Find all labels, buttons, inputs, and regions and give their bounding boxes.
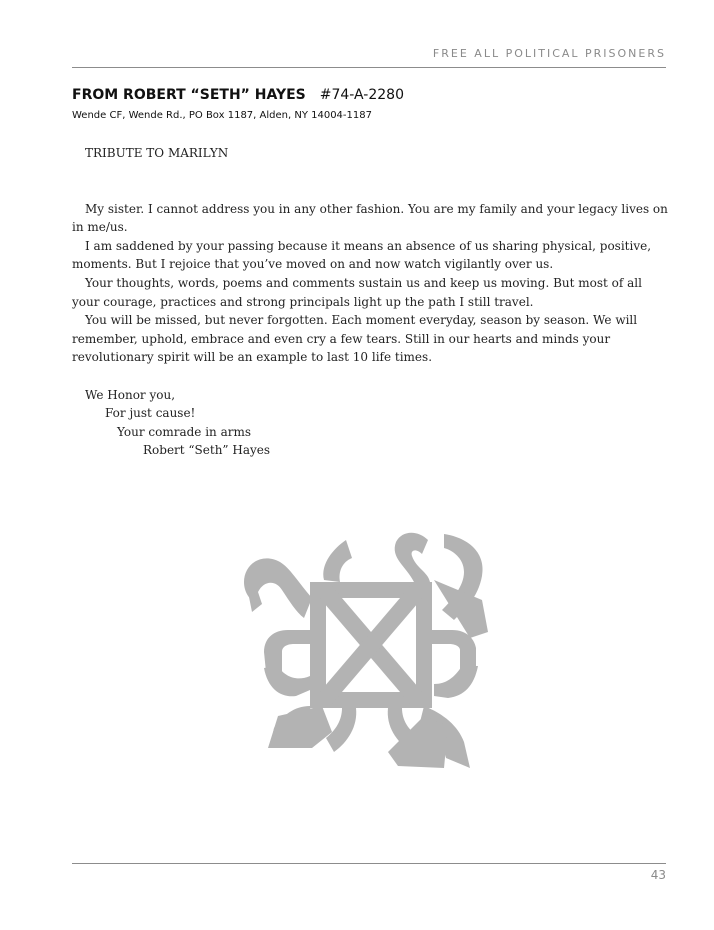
paragraph: You will be missed, but never forgotten. Each moment everyday, season by season. We will remember, uphold, embrace and even cry a few tears. Still in our hearts and minds your revolutionary spirit will be an example to last 10 life times. bbox=[72, 313, 638, 365]
page-number: 43 bbox=[650, 868, 666, 882]
paragraph: I am saddened by your passing because it means an absence of us sharing physical, positive, moments. But I rejoice that you’ve moved on and now watch vigilantly over us. bbox=[72, 238, 652, 272]
running-head: FREE ALL POLITICAL PRISONERS bbox=[432, 47, 666, 60]
paragraph: Your thoughts, words, poems and comments sustain us and keep us moving. But most of all your courage, practices and strong principals light up the path I still travel. bbox=[72, 275, 642, 309]
inmate-number: #74-A-2280 bbox=[319, 87, 404, 103]
paragraph: My sister. I cannot address you in any other fashion. You are my family and your legacy lives on in me/us. bbox=[72, 201, 668, 235]
author-line bbox=[72, 87, 404, 103]
paragraph-gap bbox=[72, 367, 668, 386]
signoff-line: For just cause! bbox=[105, 406, 196, 421]
header-rule bbox=[72, 67, 666, 68]
signoff-line: Your comrade in arms bbox=[117, 424, 252, 439]
author-name: FROM ROBERT “SETH” HAYES bbox=[72, 87, 306, 103]
signoff-line: We Honor you, bbox=[85, 387, 176, 402]
author-address: Wende CF, Wende Rd., PO Box 1187, Alden, NY 14004-1187 bbox=[72, 110, 372, 121]
signature: Robert “Seth” Hayes bbox=[143, 443, 271, 458]
letter-title: TRIBUTE TO MARILYN bbox=[85, 146, 229, 160]
adinkra-symbol-icon bbox=[238, 520, 504, 776]
letter-body bbox=[72, 144, 668, 460]
footer-rule bbox=[72, 863, 666, 864]
